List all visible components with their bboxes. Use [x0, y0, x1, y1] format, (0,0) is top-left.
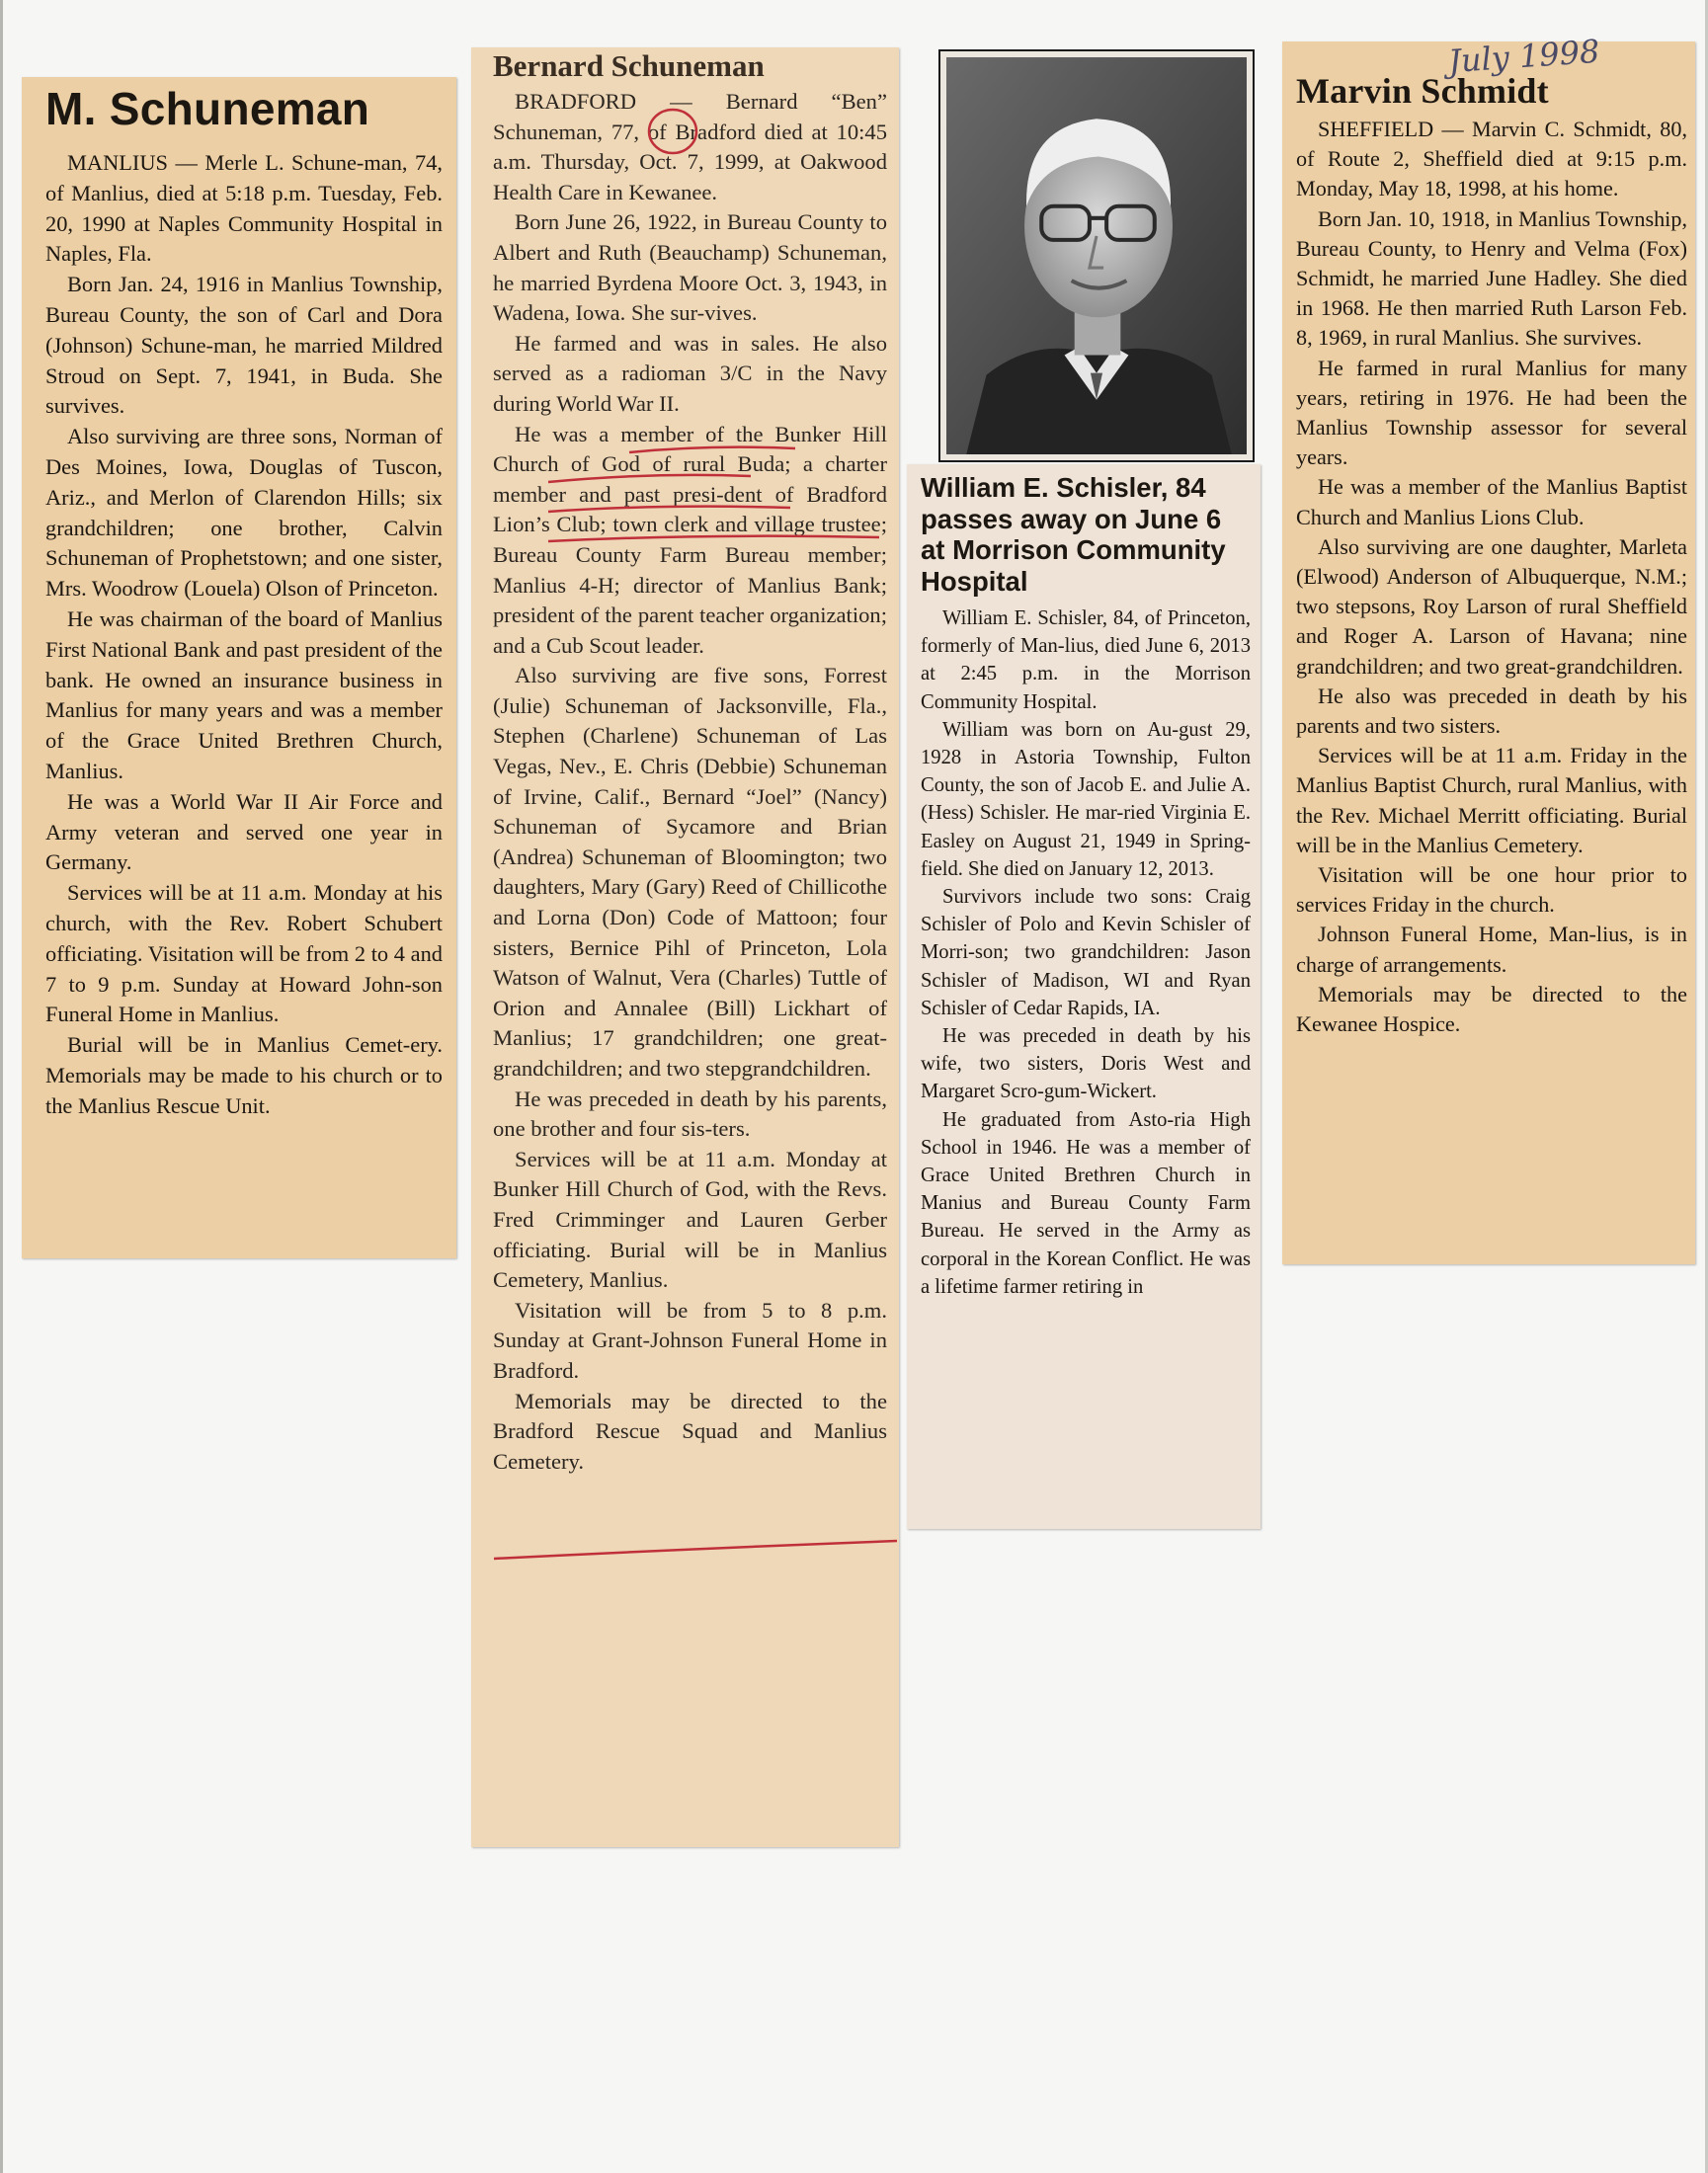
paragraph: William E. Schisler, 84, of Princeton, formerly of Man-lius, died June 6, 2013 at 2:45 p.m. in the Morrison Community Hospital. — [921, 607, 1251, 713]
paragraph: Memorials may be directed to the Bradford Rescue Squad and Manlius Cemetery. — [493, 1388, 887, 1474]
obituary-bernard-schuneman — [471, 47, 899, 1847]
headline-bernard: Bernard Schuneman — [493, 48, 765, 83]
portrait-photo — [938, 49, 1255, 462]
paragraph: Visitation will be from 5 to 8 p.m. Sunday at Grant-Johnson Funeral Home in Bradford. — [493, 1297, 887, 1383]
obituary-merle-schuneman — [22, 77, 456, 1258]
paragraph: Services will be at 11 a.m. Monday at his church, with the Rev. Robert Schubert officiating. Visitation will be from 2 to 4 and 7 to 9 p.m. Sunday at Howard John-son Funeral Home in Manlius. — [45, 880, 443, 1027]
paragraph: Born June 26, 1922, in Bureau County to Albert and Ruth (Beauchamp) Schuneman, he married Byrdena Moore Oct. 3, 1943, in Wadena, Iowa. She sur-vives. — [493, 209, 887, 326]
paragraph: William was born on Au-gust 29, 1928 in Astoria Township, Fulton County, the son of Jacob E. and Julie A. (Hess) Schisler. He mar-ried Virginia E. Easley on August 21, 1949 in Spring-field. She died on January 12, 2013. — [921, 718, 1251, 880]
paragraph: He was preceded in death by his wife, two sisters, Doris West and Margaret Scro-gum-Wickert. — [921, 1025, 1251, 1103]
paragraph: He was a member of the Manlius Baptist Church and Manlius Lions Club. — [1296, 474, 1687, 529]
obituary-william-schisler — [907, 464, 1261, 1529]
handwritten-date: July 1998 — [1446, 32, 1601, 81]
paragraph: Services will be at 11 a.m. Friday in the Manlius Baptist Church, rural Manlius, with the Rev. Michael Merritt officiating. Burial will be in the Manlius Cemetery. — [1296, 743, 1687, 857]
paragraph: Visitation will be one hour prior to services Friday in the church. — [1296, 862, 1687, 918]
obituary-marvin-schmidt — [1282, 41, 1695, 1264]
paragraph: Also surviving are five sons, Forrest (Julie) Schuneman of Jacksonville, Fla., Stephen (Charlene) Schuneman of Las Vegas, Nev., E. Chris (Debbie) Schuneman of Irvine, Calif., Bernard “Joel” (Nancy) Schuneman of Sycamore and Brian (Andrea) Schuneman of Bloomington; two daughters, Mary (Gary) Reed of Chillicothe and Lorna (Don) Code of Mattoon; four sisters, Bernice Pihl of Princeton, Lola Watson of Walnut, Vera (Charles) Tuttle of Orion and Annalee (Bill) Lickhart of Manlius; 17 grandchildren; one great-grandchildren; and two stepgrandchildren. — [493, 663, 887, 1081]
paragraph: Also surviving are three sons, Norman of Des Moines, Iowa, Douglas of Tuscon, Ariz., and Merlon of Clarendon Hills; six grandchildren; one brother, Calvin Schuneman of Prophetstown; and one sister, Mrs. Woodrow (Louela) Olson of Princeton. — [45, 424, 443, 602]
paragraph: Johnson Funeral Home, Man-lius, is in charge of arrangements. — [1296, 922, 1687, 977]
paragraph: BRADFORD — Bernard “Ben” Schuneman, 77, of Bradford died at 10:45 a.m. Thursday, Oct. 7, 1999, at Oakwood Health Care in Kewanee. — [493, 89, 887, 204]
paragraph: Born Jan. 10, 1918, in Manlius Township, Bureau County, to Henry and Velma (Fox) Schmidt, he married June Hadley. She died in 1968. He then married Ruth Larson Feb. 8, 1969, in rural Manlius. She survives. — [1296, 205, 1687, 351]
paragraph: He was preceded in death by his parents, one brother and four sis-ters. — [493, 1086, 887, 1142]
paragraph: Burial will be in Manlius Cemet-ery. Memorials may be made to his church or to the Manlius Rescue Unit. — [45, 1032, 443, 1118]
headline-marvin: Marvin Schmidt — [1296, 71, 1549, 111]
headline-william: William E. Schisler, 84 passes away on June 6 at Morrison Community Hospital — [921, 472, 1226, 597]
paragraph: He also was preceded in death by his parents and two sisters. — [1296, 683, 1687, 739]
portrait-illustration — [946, 57, 1247, 454]
paragraph: MANLIUS — Merle L. Schune-man, 74, of Manlius, died at 5:18 p.m. Tuesday, Feb. 20, 1990 at Naples Community Hospital in Naples, Fla. — [45, 150, 443, 267]
paragraph: He was chairman of the board of Manlius First National Bank and past president of the bank. He owned an insurance business in Manlius for many years and was a member of the Grace United Brethren Church, Manlius. — [45, 605, 443, 783]
paragraph: He farmed and was in sales. He also served as a radioman 3/C in the Navy during World War II. — [493, 330, 887, 416]
paragraph: SHEFFIELD — Marvin C. Schmidt, 80, of Route 2, Sheffield died at 9:15 p.m. Monday, May 18, 1998, at his home. — [1296, 117, 1687, 201]
paragraph: He was a member of the Bunker Hill Church of God of rural Buda; a charter member and past presi-dent of Bradford Lion’s Club; town clerk and village trustee; Bureau County Farm Bureau member; Manlius 4-H; director of Manlius Bank; president of the parent teacher organization; and a Cub Scout leader. — [493, 421, 887, 658]
paragraph: He graduated from Asto-ria High School in 1946. He was a member of Grace United Brethren Church in Manius and Bureau County Farm Bureau. He served in the Army as corporal in the Korean Conflict. He was a lifetime farmer retiring in — [921, 1108, 1251, 1298]
paragraph: Survivors include two sons: Craig Schisler of Polo and Kevin Schisler of Morri-son; two grandchildren: Jason Schisler of Madison, WI and Ryan Schisler of Cedar Rapids, IA. — [921, 886, 1251, 1019]
paragraph: Also surviving are one daughter, Marleta (Elwood) Anderson of Albuquerque, N.M.; two stepsons, Roy Larson of rural Sheffield and Roger A. Larson of Havana; nine grandchildren; and two great-grandchildren. — [1296, 533, 1687, 679]
paragraph: He was a World War II Air Force and Army veteran and served one year in Germany. — [45, 788, 443, 875]
paragraph: Services will be at 11 a.m. Monday at Bunker Hill Church of God, with the Revs. Fred Crimminger and Lauren Gerber officiating. Burial will be in Manlius Cemetery, Manlius. — [493, 1146, 887, 1293]
paragraph: He farmed in rural Manlius for many years, retiring in 1976. He had been the Manlius Township assessor for several years. — [1296, 355, 1687, 470]
paragraph: Born Jan. 24, 1916 in Manlius Township, Bureau County, the son of Carl and Dora (Johnson) Schune-man, he married Mildred Stroud on Sept. 7, 1941, in Buda. She survives. — [45, 272, 443, 419]
headline-merle: M. Schuneman — [45, 83, 370, 134]
paragraph: Memorials may be directed to the Kewanee Hospice. — [1296, 981, 1687, 1037]
